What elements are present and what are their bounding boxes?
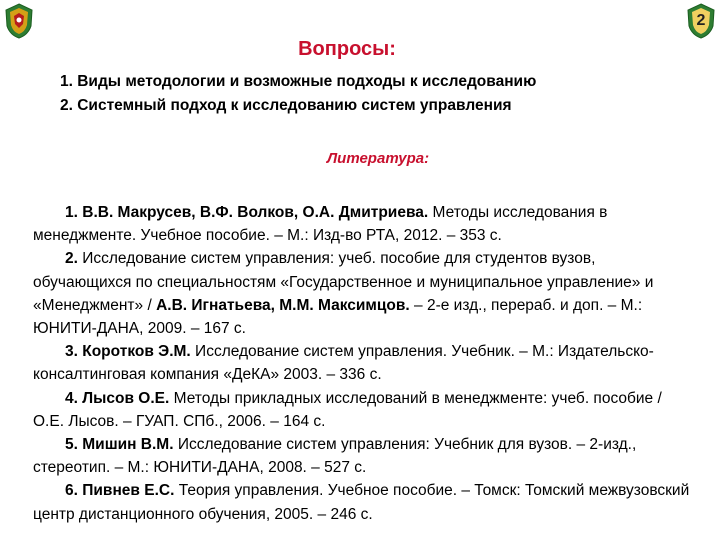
reference-item (33, 247, 693, 340)
questions-list (60, 70, 700, 118)
reference-number: 1. (65, 204, 78, 221)
reference-text: Методы прикладных исследований в менеджменте: учеб. пособие / О.Е. Лысов. – ГУАП. СПб., 2006. – 164 с. (33, 389, 662, 430)
customs-emblem-icon (2, 2, 36, 40)
literature-heading: Литература: (326, 150, 430, 167)
reference-text: Исследование систем управления: учеб. пособие для студентов вузов, обучающихся по специальностям «Государственное и муниципальное управление» и «Менеджмент» / (33, 250, 654, 314)
reference-text: Исследование систем управления: Учебник для вузов. – 2-изд., стереотип. – М.: ЮНИТИ-ДАНА, 2008. – 527 с. (33, 436, 637, 477)
references-list (33, 201, 693, 526)
page-title: Вопросы: (298, 38, 396, 60)
reference-text: Исследование систем управления. Учебник. – М.: Издательско-консалтинговая компания «ДеКА» 2003. – 336 с. (33, 343, 654, 384)
question-item: 2. Системный подход к исследованию систем управления (60, 97, 512, 114)
reference-number: 5. (65, 436, 78, 454)
reference-authors: Пивнев Е.С. (82, 482, 175, 500)
question-item: 1. Виды методологии и возможные подходы к исследованию (60, 73, 537, 90)
reference-authors: Лысов О.Е. (82, 389, 170, 407)
reference-item (33, 340, 693, 386)
reference-item (33, 201, 693, 247)
reference-number: 4. (65, 389, 78, 407)
reference-item (33, 479, 693, 525)
reference-text: Теория управления. Учебное пособие. – Томск: Томский межвузовский центр дистанционного обучения, 2005. – 246 с. (33, 482, 690, 523)
reference-text: Методы исследования в менеджменте. Учебное пособие. – М.: Изд-во РТА, 2012. – 353 с. (33, 204, 608, 245)
reference-item (33, 433, 693, 479)
reference-tail: – 2-е изд., перераб. и доп. – М.: ЮНИТИ-ДАНА, 2009. – 167 с. (33, 296, 643, 338)
reference-authors: В.В. Макрусев, В.Ф. Волков, О.А. Дмитриева. (82, 204, 429, 221)
reference-number: 3. (65, 343, 78, 361)
reference-item (33, 387, 693, 433)
reference-authors: А.В. Игнатьева, М.М. Максимцов. (156, 296, 410, 314)
reference-authors: Мишин В.М. (82, 436, 174, 454)
reference-number: 6. (65, 482, 78, 500)
page-number: 2 (696, 12, 706, 29)
reference-authors: Коротков Э.М. (82, 343, 191, 361)
reference-number: 2. (65, 250, 78, 268)
